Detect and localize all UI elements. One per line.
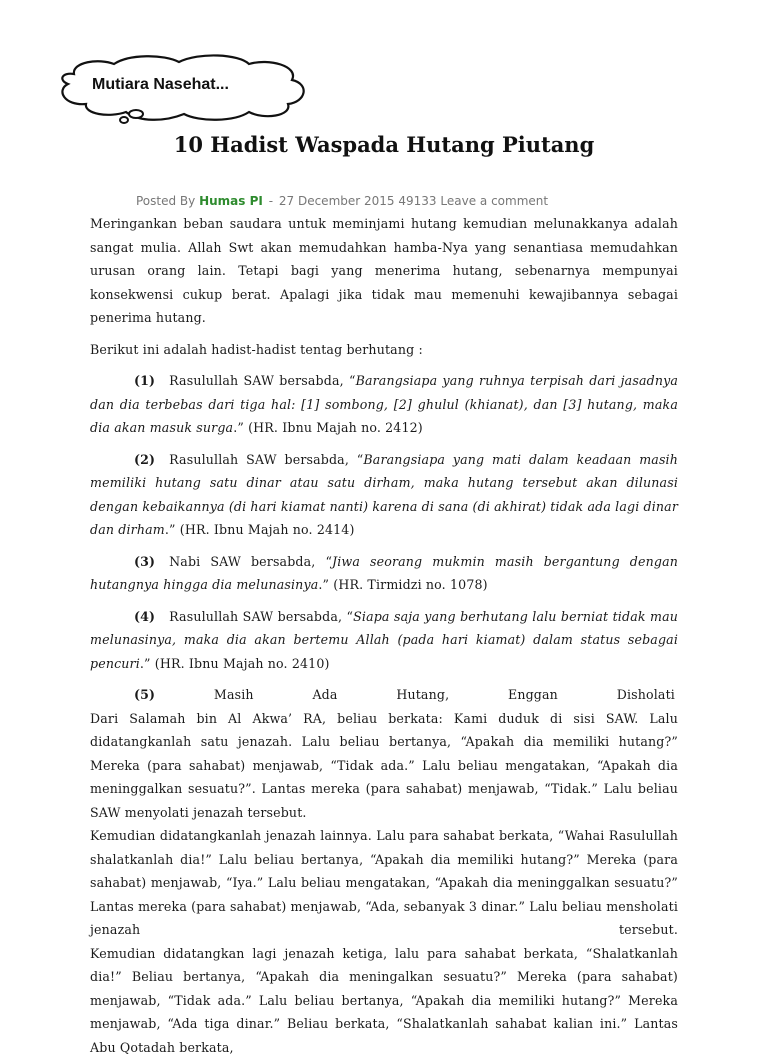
section-5-paragraph-2: Kemudian didatangkanlah jenazah lainnya. Lalu para sahabat berkata, “Wahai Rasulullah shalatkanlah dia!” Lalu beliau bertanya, “Apakah dia memiliki hutang?” Mereka (para sahabat) menjawab, “Iya.” Lalu beliau mengatakan, “Apakah dia meninggalkan sesuatu?” Lantas mereka (para sahabat) menjawab, “Ada, sebanyak 3 dinar.” Lalu beliau mensholati: [90, 824, 678, 918]
section-5-word: jenazah: [90, 918, 140, 942]
view-count: 49133: [398, 194, 436, 208]
article-body: [90, 212, 678, 1059]
hadith-suffix: .”: [140, 656, 155, 671]
hadith-prefix: Rasulullah SAW bersabda, “: [169, 452, 363, 467]
hadith-number: (4): [134, 609, 155, 624]
thought-bubble-banner: [44, 52, 314, 127]
section-5-number: (5): [134, 683, 155, 707]
post-meta: [136, 194, 548, 208]
hadith-prefix: Rasulullah SAW bersabda, “: [169, 373, 355, 388]
section-5-paragraph-3: Kemudian didatangkan lagi jenazah ketiga, lalu para sahabat berkata, “Shalatkanlah dia!” Beliau bertanya, “Apakah dia meningalkan sesuatu?” Mereka (para sahabat) menjawab, “Tidak ada.” Lalu beliau bertanya, “Apakah dia memiliki hutang?” Mereka menjawab, “Ada tiga dinar.” Beliau berkata, “Shalatkanlah sahabat kalian ini.” Lantas Abu Qotadah berkata,: [90, 942, 678, 1059]
post-date: 27 December 2015: [279, 194, 395, 208]
hadith-quote: Siapa saja yang berhutang lalu berniat tidak mau melunasinya, maka dia akan bertemu Allah (pada hari kiamat) dalam status sebagai pencuri: [90, 609, 678, 671]
hadith-suffix: .”: [233, 420, 248, 435]
hadith-reference: (HR. Tirmidzi no. 1078): [333, 577, 487, 592]
section-5-word: Disholati: [617, 683, 675, 707]
hadith-reference: (HR. Ibnu Majah no. 2412): [248, 420, 423, 435]
hadith-quote: Barangsiapa yang mati dalam keadaan masih memiliki hutang satu dinar atau satu dirham, maka hutang tersebut akan dilunasi dengan kebaikannya (di hari kiamat nanti) karena di sana (di akhirat) tidak ada lagi dinar dan dirham: [90, 452, 678, 538]
hadith-2: [90, 448, 678, 542]
meta-separator: -: [267, 194, 275, 208]
article-title: 10 Hadist Waspada Hutang Piutang: [0, 132, 768, 157]
hadith-prefix: Rasulullah SAW bersabda, “: [169, 609, 353, 624]
hadith-prefix: Nabi SAW bersabda, “: [169, 554, 332, 569]
hadith-3: [90, 550, 678, 597]
section-5-word: Masih: [214, 683, 254, 707]
lead-paragraph: Berikut ini adalah hadist-hadist tentag berhutang :: [90, 338, 678, 362]
posted-by-label: Posted By: [136, 194, 195, 208]
section-5-paragraph-2-end: [90, 918, 678, 942]
hadith-number: (3): [134, 554, 155, 569]
hadith-reference: (HR. Ibnu Majah no. 2414): [180, 522, 355, 537]
hadith-quote: Jiwa seorang mukmin masih bergantung dengan hutangnya hingga dia melunasinya: [90, 554, 678, 593]
hadith-1: [90, 369, 678, 440]
hadith-suffix: .”: [318, 577, 333, 592]
hadith-4: [90, 605, 678, 676]
hadith-suffix: .”: [165, 522, 180, 537]
section-5-word: Hutang,: [396, 683, 449, 707]
leave-comment-link[interactable]: Leave a comment: [440, 194, 548, 208]
section-5-word: Ada: [312, 683, 337, 707]
section-5-paragraph-1: Dari Salamah bin Al Akwa’ RA, beliau berkata: Kami duduk di sisi SAW. Lalu didatangkanlah satu jenazah. Lalu beliau bertanya, “Apakah dia memiliki hutang?” Mereka (para sahabat) menjawab, “Tidak ada.” Lalu beliau mengatakan, “Apakah dia meninggalkan sesuatu?”. Lantas mereka (para sahabat) menjawab, “Tidak.” Lalu beliau SAW menyolati jenazah tersebut.: [90, 707, 678, 825]
hadith-reference: (HR. Ibnu Majah no. 2410): [155, 656, 330, 671]
hadith-quote: Barangsiapa yang ruhnya terpisah dari jasadnya dan dia terbebas dari tiga hal: [1] sombong, [2] ghulul (khianat), dan [3] hutang, maka dia akan masuk surga: [90, 373, 678, 435]
hadith-number: (1): [134, 373, 155, 388]
section-5-word: tersebut.: [619, 918, 678, 942]
banner-label: Mutiara Nasehat...: [92, 76, 229, 94]
hadith-number: (2): [134, 452, 155, 467]
intro-paragraph: Meringankan beban saudara untuk meminjami hutang kemudian melunakkanya adalah sangat mulia. Allah Swt akan memudahkan hamba-Nya yang senantiasa memudahkan urusan orang lain. Tetapi bagi yang menerima hutang, sebenarnya mempunyai konsekwensi cukup berat. Apalagi jika tidak mau memenuhi kewajibannya sebagai penerima hutang.: [90, 212, 678, 330]
section-5-word: Enggan: [508, 683, 558, 707]
section-5-heading: [90, 683, 678, 707]
author-link[interactable]: Humas PI: [199, 194, 263, 208]
